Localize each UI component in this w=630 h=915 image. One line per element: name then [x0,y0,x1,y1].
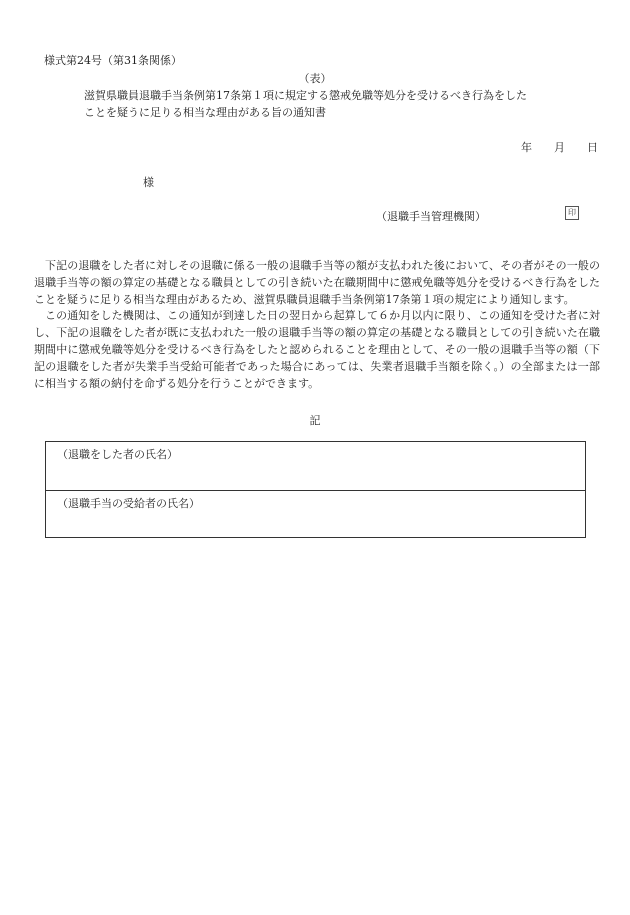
body-paragraph-1: 下記の退職をした者に対しその退職に係る一般の退職手当等の額が支払われた後において、その者がその一般の退職手当等の額の算定の基礎となる職員としての引き続いた在職期間中に懲戒免職等処分を受けるべき行為をしたことを疑うに足りる相当な理由があるため、滋賀県職員退職手当条例第17条第１項の規定により通知します。 [34,259,600,306]
document-title-line2: ことを疑うに足りる相当な理由がある旨の通知書 [84,106,326,119]
sender-agency: （退職手当管理機関） [376,210,486,223]
document-title-line1: 滋賀県職員退職手当条例第17条第１項に規定する懲戒免職等処分を受けるべき行為をした [84,89,527,102]
date-day-label: 日 [587,141,598,154]
addressee-suffix: 様 [143,176,154,189]
recipient-name-row [46,491,585,537]
recipient-name-label: （退職手当の受給者の氏名） [57,497,200,510]
date-field [521,139,598,155]
retiree-name-row [46,442,585,491]
notice-body [34,258,600,392]
details-table [45,441,586,538]
retiree-name-label: （退職をした者の氏名） [57,448,178,461]
date-year-label: 年 [521,141,532,154]
date-month-label: 月 [554,141,565,154]
side-label: （表） [298,72,332,85]
seal-mark: 印 [565,206,579,220]
ki-heading: 記 [309,414,321,427]
body-paragraph-2: この通知をした機関は、この通知が到達した日の翌日から起算して６か月以内に限り、この通知を受けた者に対し、下記の退職をした者が既に支払われた一般の退職手当等の額の算定の基礎となる職員としての引き続いた在職期間中に懲戒免職等処分を受けるべき行為をしたと認められることを理由として、その一般の退職手当等の額（下記の退職をした者が失業手当受給可能者であった場合にあっては、失業者退職手当額を除く。）の全部または一部に相当する額の納付を命ずる処分を行うことができます。 [34,309,600,390]
form-number: 様式第24号（第31条関係） [44,54,182,67]
